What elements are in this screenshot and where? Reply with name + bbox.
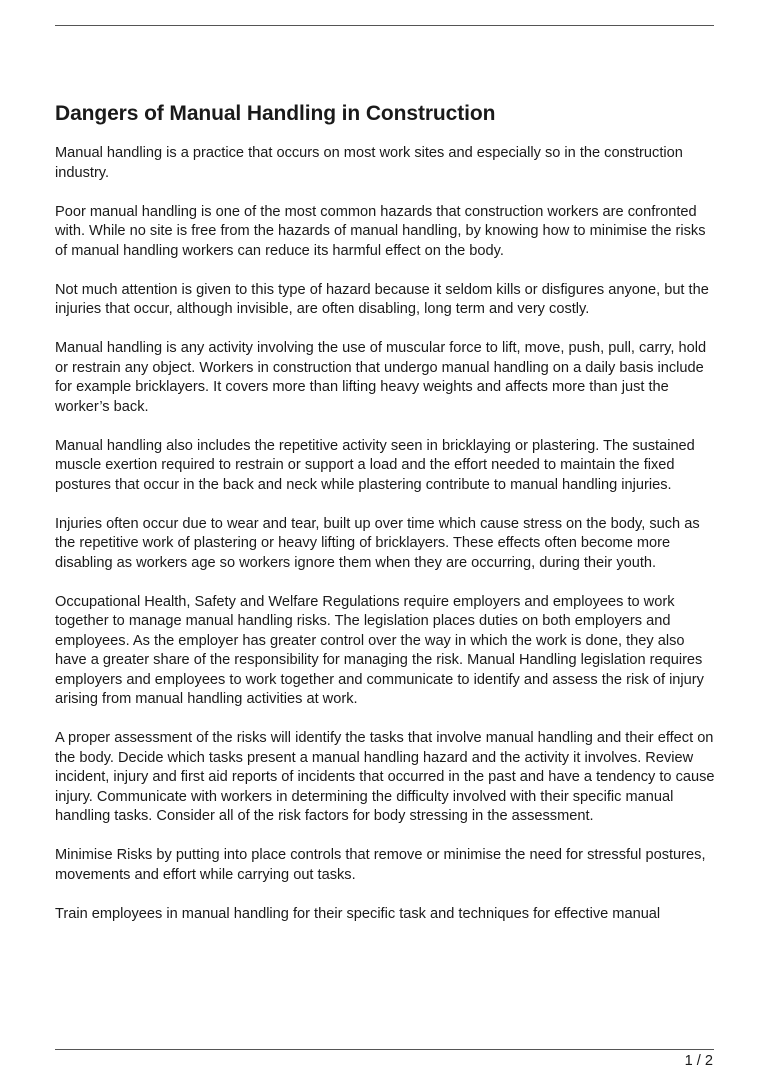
document-body xyxy=(55,100,717,944)
header-rule xyxy=(55,25,714,26)
paragraph-10: Train employees in manual handling for their specific task and techniques for effective manual xyxy=(55,905,661,922)
paragraph-4: Manual handling is any activity involving the use of muscular force to lift, move, push, pull, carry, hold or restrain any object. Workers in construction that undergo manual handling on a daily basis include for example bricklayers. It covers more than lifting heavy weights and affects more than just the worker’s back. xyxy=(55,340,707,415)
page-number: 1 / 2 xyxy=(684,1053,713,1069)
paragraph-5: Manual handling also includes the repetitive activity seen in bricklaying or plastering. The sustained muscle exertion required to restrain or support a load and the effort needed to maintain the fixed postures that occur in the back and neck while plastering contribute to manual handling injuries. xyxy=(55,437,695,493)
paragraph-3: Not much attention is given to this type of hazard because it seldom kills or disfigures anyone, but the injuries that occur, although invisible, are often disabling, long term and very costly. xyxy=(55,281,709,317)
paragraph-8: A proper assessment of the risks will identify the tasks that involve manual handling and their effect on the body. Decide which tasks present a manual handling hazard and the activity it involves. Review incident, injury and first aid reports of incidents that occurred in the past and have a tendency to cause injury. Communicate with workers in determining the difficulty involved with their specific manual handling tasks. Consider all of the risk factors for body stressing in the assessment. xyxy=(55,730,715,824)
document-title: Dangers of Manual Handling in Construction xyxy=(55,102,496,125)
paragraph-7: Occupational Health, Safety and Welfare Regulations require employers and employees to work together to manage manual handling risks. The legislation places duties on both employers and employees. As the employer has greater control over the way in which the work is done, they also have a greater share of the responsibility for managing the risk. Manual Handling legislation requires employers and employees to work together and communicate to identify and assess the risk of injury arising from manual handling activities at work. xyxy=(55,593,704,707)
paragraph-2: Poor manual handling is one of the most common hazards that construction workers are confronted with. While no site is free from the hazards of manual handling, by knowing how to minimise the risks of manual handling workers can reduce its harmful effect on the body. xyxy=(55,203,706,259)
paragraph-6: Injuries often occur due to wear and tear, built up over time which cause stress on the body, such as the repetitive work of plastering or heavy lifting of bricklayers. These effects often become more disabling as workers age so workers ignore them when they are occurring, during their youth. xyxy=(55,515,700,571)
paragraph-9: Minimise Risks by putting into place controls that remove or minimise the need for stressful postures, movements and effort while carrying out tasks. xyxy=(55,847,706,883)
paragraph-1: Manual handling is a practice that occurs on most work sites and especially so in the construction industry. xyxy=(55,145,683,181)
footer-rule xyxy=(55,1049,714,1050)
